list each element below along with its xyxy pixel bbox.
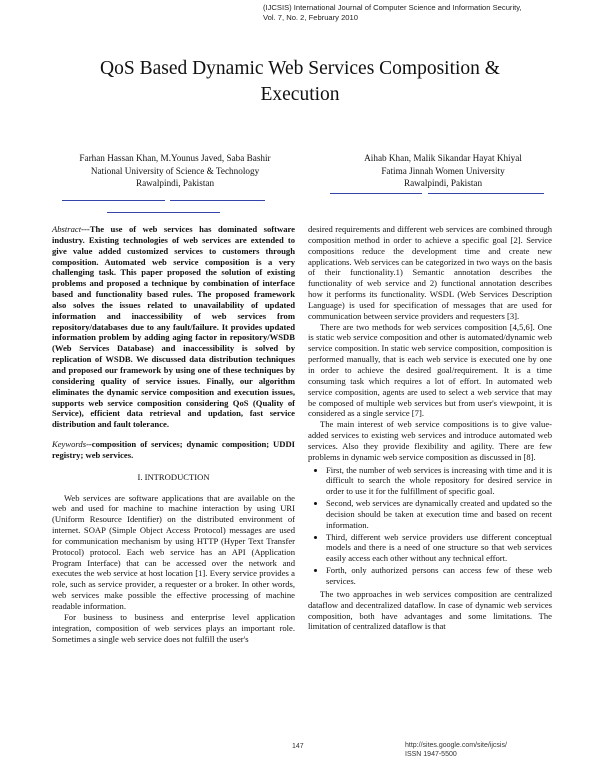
page-number: 147 <box>292 743 304 750</box>
section-heading-introduction: I. INTRODUCTION <box>137 471 210 482</box>
list-item: • Third, different web service providers use different conceptual models and there is a need of one structure so that web services easily access each other without any technical effort. <box>326 532 552 565</box>
paragraph: desired requirements and different web services are combined through composition method in order to achieve a specific goal [2]. Service compositions reduce the development time and create new applications. Web services can be categorized in two ways on the basis of their functionality.1) Semantic annotation describes the functionality of web service and 2) functional annotation describes how it performs its functionality. WSDL (Web Services Description Language) is used for specification of messages that are used for communication between service providers and requesters [3]. <box>308 224 552 321</box>
keywords <box>52 439 295 461</box>
author-city: Rawalpindi, Pakistan <box>403 178 483 188</box>
problem-list <box>308 465 552 587</box>
paragraph: Web services are software applications that are available on the web and used for machine to machine interaction by using URI (Uniform Resource Identifier) on the distributed environment of internet. SOAP (Simple Object Access Protocol) messages are used for communication mechanism by using HTTP (Hyper Text Transfer Protocol) protocol. Each web service has an API (Application Program Interface) that can be accessed over the network and executes the web service at host location [1]. Every service provides a role, such as service provider, a requester or a broker. In other words, web services make possible the effective processing of machine readable information. <box>52 492 295 611</box>
journal-volume: Vol. 7, No. 2, February 2010 <box>263 13 358 22</box>
abstract <box>52 224 295 430</box>
author-block-right <box>303 152 583 190</box>
paragraph: There are two methods for web services composition [4,5,6]. One is static web service composition and other is automated/dynamic web service composition. In static web service composition, composition is performed manually, that is each web service is executed one by one in order to achieve the desired goal/requirement. It is a time consuming task which requires a lot of effort. In automated web service composition, agents are used to select a web service that may be composed of multiple web services but from user's viewpoint, it is considered as a single service [7]. <box>308 321 552 419</box>
paragraph: The main interest of web service compositions is to give value-added services to existing web services and introduce automated web services. Also they provide flexibility and agility. There are few problems in dynamic web service composition as discussed in [8]. <box>308 419 552 462</box>
list-item: • Second, web services are dynamically created and updated so the decision should be taken at execution time and based on recent information. <box>326 498 552 531</box>
author-block-left <box>20 152 330 190</box>
footer-url[interactable]: http://sites.google.com/site/ijcsis/ <box>405 742 507 749</box>
author-affiliation: Fatima Jinnah Women University <box>381 165 505 176</box>
paragraph: For business to business and enterprise level application integration, composition of web services plays an important role. Sometimes a single web service does not fulfill the user's <box>52 611 295 644</box>
title-line-2: Execution <box>260 84 340 105</box>
footer-right <box>405 741 565 759</box>
author-affiliation: National University of Science & Technology <box>90 165 260 176</box>
email-link-line[interactable] <box>107 212 220 213</box>
email-link-line[interactable] <box>428 193 544 194</box>
keywords-label: Keywords <box>52 439 87 450</box>
email-link-line[interactable] <box>170 200 265 201</box>
list-item: • Forth, only authorized persons can access few of these web services. <box>326 565 552 587</box>
author-city: Rawalpindi, Pakistan <box>135 178 215 188</box>
right-column <box>308 224 552 632</box>
journal-name: (IJCSIS) International Journal of Computer Science and Information Security, <box>263 3 522 12</box>
list-item: • First, the number of web services is increasing with time and it is difficult to search the whole repository for desired service in order to use it for the fulfillment of specific goal. <box>326 465 552 498</box>
author-names: Farhan Hassan Khan, M.Younus Javed, Saba Bashir <box>79 153 271 163</box>
paper-title <box>20 56 580 108</box>
abstract-label: Abstract <box>52 224 82 234</box>
title-line-1: QoS Based Dynamic Web Services Composition & <box>100 58 500 79</box>
email-link-line[interactable] <box>330 193 422 194</box>
left-column <box>52 224 295 644</box>
abstract-text: ---The use of web services has dominated software industry. Existing technologies of web services are extended to give value added customized services to customers through composition. Automated web service composition is a very challenging task. This paper proposed the solution of existing problems and proposed a technique by combination of interface based and functionality based rules. The proposed framework also solves the issues related to unavailability of updated information and inaccessibility of web services from repository/databases due to any fault/failure. It provides updated information problem by adding aging factor in repository/WSDB (Web Services Database) and inaccessibility is solved by replication of WSDB. We discussed data distribution techniques and proposed our framework by using one of these techniques by considering quality of service issues. Finally, our algorithm eliminates the dynamic service composition and execution issues, supports web service composition considering QoS (Quality of Service), efficient data retrieval and updation, fast service distribution and fault tolerance. <box>52 224 295 430</box>
author-names: Aihab Khan, Malik Sikandar Hayat Khiyal <box>364 153 522 163</box>
email-link-line[interactable] <box>62 200 165 201</box>
keywords-text: --composition of services; dynamic composition; UDDI registry; web services. <box>52 439 295 460</box>
journal-header <box>263 3 563 23</box>
footer-issn: ISSN 1947-5500 <box>405 751 457 758</box>
paragraph: The two approaches in web services composition are centralized dataflow and decentralized dataflow. In case of dynamic web services composition, both have advantages and some limitations. The limitation of centralized dataflow is that <box>308 588 552 632</box>
